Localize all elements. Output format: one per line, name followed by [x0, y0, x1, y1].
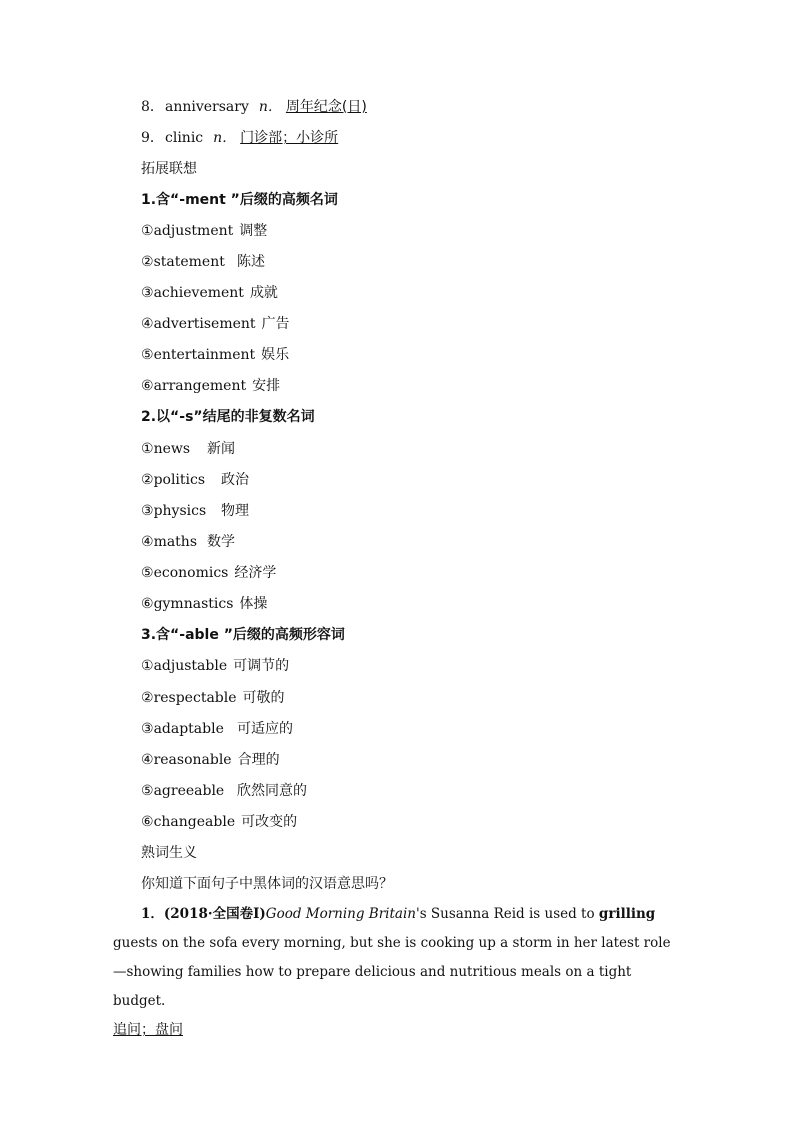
item-meaning: 可敬的	[242, 690, 285, 706]
list-item	[141, 221, 267, 241]
list-item	[141, 345, 289, 365]
list-item	[141, 688, 285, 708]
list-item	[141, 781, 307, 801]
list-item	[141, 812, 297, 832]
list-item	[141, 532, 235, 552]
example-answer: 追问；盘问	[113, 1022, 183, 1038]
example-text-before: 's Susanna Reid is used to	[415, 906, 599, 922]
list-item	[141, 470, 249, 490]
item-mark: ③	[141, 503, 154, 519]
item-word: statement	[153, 254, 225, 270]
item-meaning: 欣然同意的	[237, 783, 307, 799]
item-meaning: 可调节的	[233, 658, 290, 674]
item-meaning: 物理	[221, 503, 249, 519]
item-word: agreeable	[153, 783, 225, 799]
item-meaning: 可改变的	[241, 814, 298, 830]
list-item	[141, 750, 280, 770]
item-meaning: 新闻	[207, 441, 235, 457]
item-meaning: 广告	[261, 316, 290, 332]
item-meaning: 成就	[249, 285, 278, 301]
example-title: Good Morning Britain	[265, 906, 416, 922]
item-mark: ③	[141, 285, 154, 301]
item-word: news	[153, 441, 191, 457]
item-word: adjustment	[153, 223, 234, 239]
item-meaning: 数学	[207, 534, 235, 550]
item-meaning: 安排	[252, 378, 281, 394]
list-item	[141, 594, 267, 614]
list-item	[141, 563, 276, 583]
example-keyword: grilling	[598, 906, 656, 922]
item-word: maths	[153, 534, 198, 550]
item-word: politics	[153, 472, 206, 488]
item-mark: ⑥	[141, 378, 154, 394]
item-word: respectable	[153, 690, 237, 706]
example-text-after: guests on the sofa every morning, but she is cooking up a storm in her latest role—showing families how to prepare delicious and nutritious meals on a tight budget.	[113, 935, 671, 1009]
item-mark: ②	[141, 690, 154, 706]
vocab-item-9	[141, 128, 338, 148]
item-word: achievement	[153, 285, 244, 301]
item-mark: ①	[141, 658, 154, 674]
item-meaning: 可适应的	[237, 721, 293, 737]
item-mark: ⑤	[141, 565, 154, 581]
item-word: arrangement	[153, 378, 247, 394]
vocab-item-8	[141, 97, 367, 117]
item-mark: ⑤	[141, 347, 154, 363]
item-mark: ③	[141, 721, 154, 737]
example-number: 1．	[141, 906, 164, 922]
group-title-able: 3.含“-able ”后缀的高频形容词	[141, 627, 345, 643]
list-item	[141, 283, 278, 303]
item-mark: ⑥	[141, 596, 154, 612]
part-of-speech: n．	[213, 130, 237, 146]
item-mark: ②	[141, 472, 154, 488]
item-number: 9．	[141, 130, 164, 146]
group-title-s: 2.以“-s”结尾的非复数名词	[141, 409, 315, 425]
item-word: gymnastics	[153, 596, 234, 612]
item-meaning: 娱乐	[261, 347, 290, 363]
section-heading-familiar: 熟词生义	[141, 845, 197, 861]
item-mark: ①	[141, 223, 154, 239]
item-mark: ④	[141, 316, 154, 332]
item-mark: ⑤	[141, 783, 154, 799]
item-mark: ⑥	[141, 814, 154, 830]
item-word: adaptable	[153, 721, 224, 737]
item-meaning: 经济学	[234, 565, 277, 581]
example-paragraph	[113, 900, 673, 1045]
list-item	[141, 376, 280, 396]
vocab-word: anniversary	[165, 99, 249, 115]
item-word: physics	[153, 503, 207, 519]
example-source: (2018·全国卷Ⅰ)	[163, 906, 266, 922]
item-number: 8．	[141, 99, 164, 115]
vocab-meaning: 门诊部；小诊所	[240, 130, 339, 146]
item-meaning: 政治	[221, 472, 249, 488]
item-mark: ④	[141, 752, 154, 768]
item-word: changeable	[153, 814, 236, 830]
item-mark: ①	[141, 441, 154, 457]
item-word: advertisement	[153, 316, 256, 332]
list-item	[141, 719, 293, 739]
vocab-meaning: 周年纪念(日)	[285, 99, 367, 115]
list-item	[141, 252, 265, 272]
question-prompt: 你知道下面句子中黑体词的汉语意思吗？	[141, 876, 393, 892]
list-item	[141, 656, 289, 676]
item-meaning: 调整	[239, 223, 268, 239]
section-heading-expand: 拓展联想	[141, 161, 197, 177]
part-of-speech: n．	[258, 99, 282, 115]
vocab-word: clinic	[165, 130, 204, 146]
item-meaning: 体操	[239, 596, 268, 612]
item-word: adjustable	[153, 658, 228, 674]
item-word: entertainment	[153, 347, 256, 363]
item-word: reasonable	[153, 752, 232, 768]
list-item	[141, 439, 235, 459]
item-mark: ④	[141, 534, 154, 550]
list-item	[141, 501, 249, 521]
item-meaning: 合理的	[237, 752, 280, 768]
group-title-ment: 1.含“-ment ”后缀的高频名词	[141, 192, 338, 208]
item-meaning: 陈述	[237, 254, 265, 270]
list-item	[141, 314, 290, 334]
item-word: economics	[153, 565, 229, 581]
item-mark: ②	[141, 254, 154, 270]
